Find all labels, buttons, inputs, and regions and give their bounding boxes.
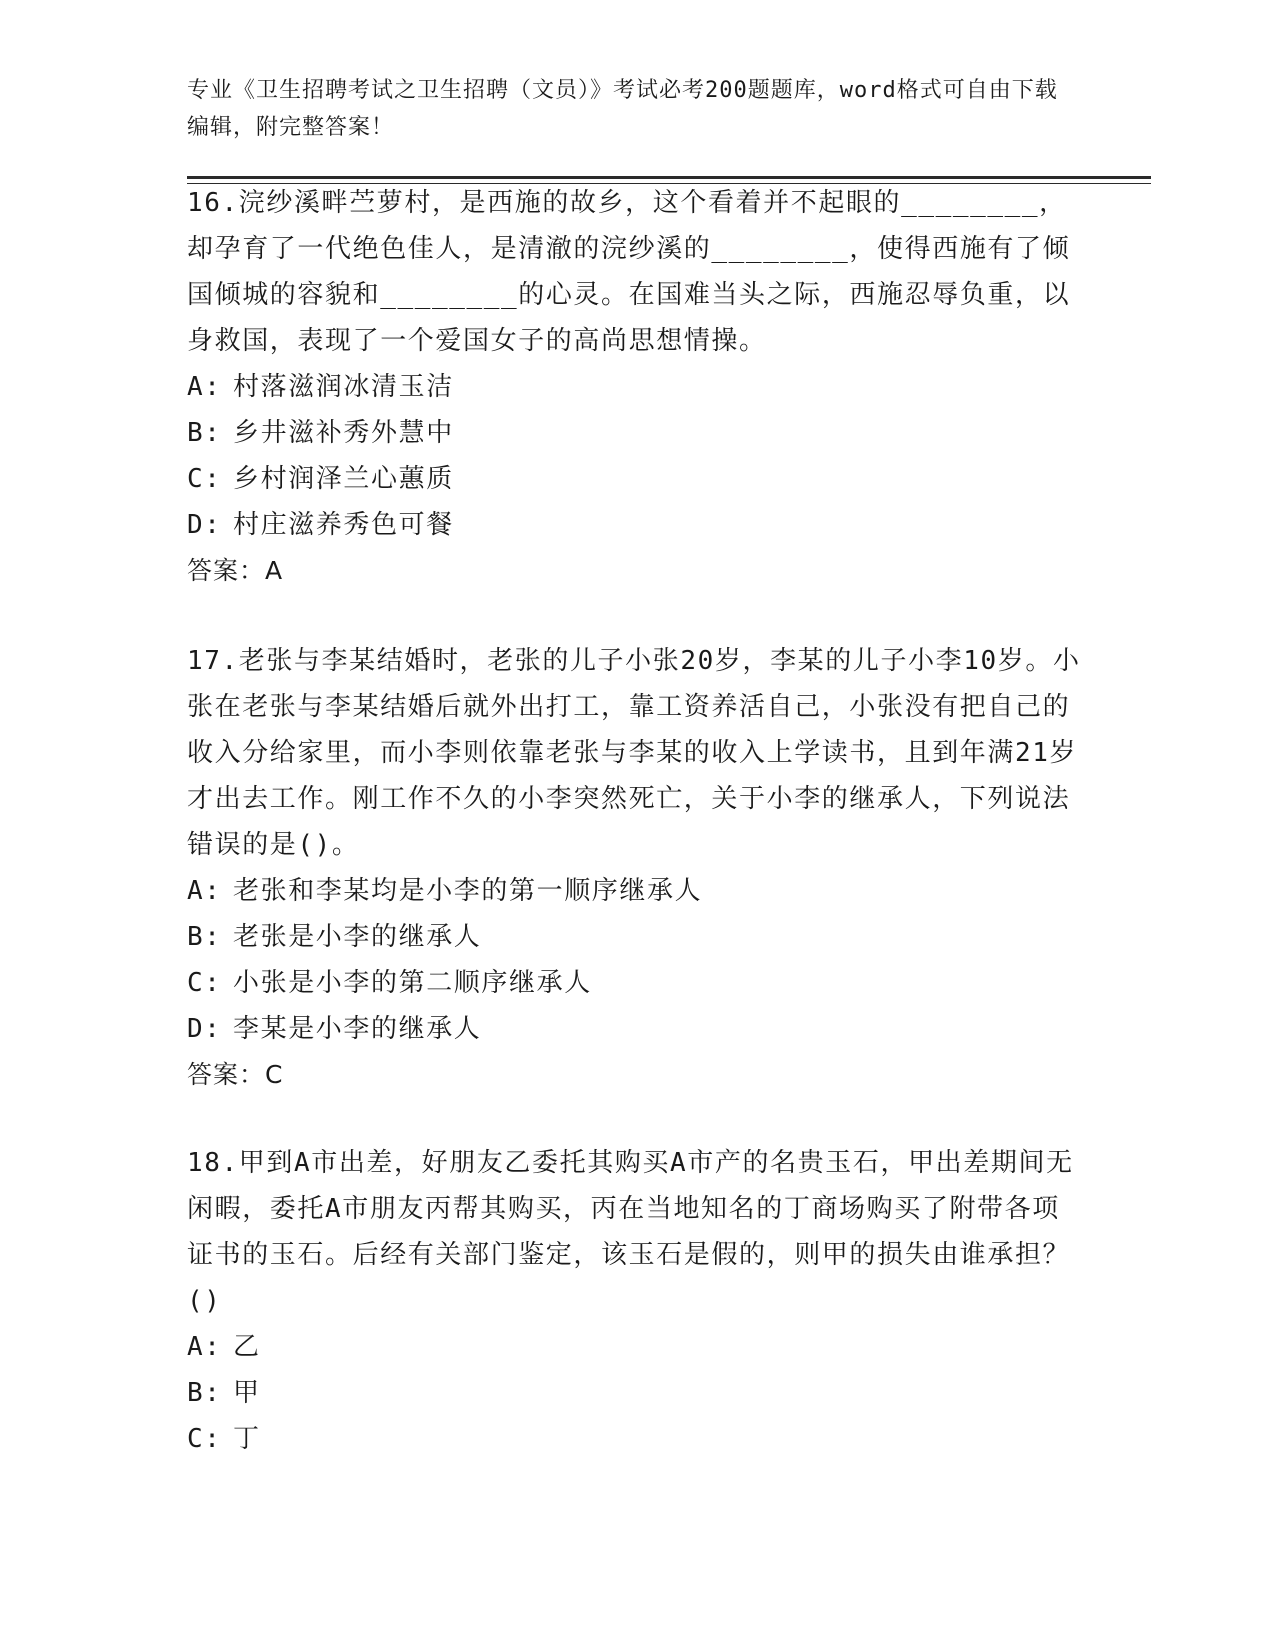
- answer-line: 答案：A: [187, 556, 284, 585]
- option-letter: B:: [187, 1378, 222, 1408]
- document-header: 专业《卫生招聘考试之卫生招聘（文员）》考试必考200题题库，word格式可自由下载编辑，附完整答案！: [187, 78, 1058, 140]
- question-stem: 18.甲到A市出差，好朋友乙委托其购买A市产的名贵玉石，甲出差期间无闲暇，委托A市朋友丙帮其购买，丙在当地知名的丁商场购买了附带各项证书的玉石。后经有关部门鉴定，该玉石是假的，则甲的损失由谁承担？(): [187, 1148, 1074, 1316]
- option-text: 小张是小李的第二顺序继承人: [233, 968, 592, 998]
- option-letter: C:: [187, 1424, 222, 1454]
- question-stem: 17.老张与李某结婚时，老张的儿子小张20岁，李某的儿子小李10岁。小张在老张与李某结婚后就外出打工，靠工资养活自己，小张没有把自己的收入分给家里，而小李则依靠老张与李某的收入上学读书，且到年满21岁才出去工作。刚工作不久的小李突然死亡，关于小李的继承人，下列说法错误的是()。: [187, 646, 1081, 860]
- option-d: [187, 1006, 1087, 1052]
- option-letter: D:: [187, 510, 222, 540]
- option-letter: A:: [187, 1332, 222, 1362]
- answer-line: 答案：C: [187, 1060, 284, 1089]
- question-17: [187, 638, 1087, 1098]
- option-letter: B:: [187, 922, 222, 952]
- option-a: [187, 868, 1087, 914]
- option-letter: B:: [187, 418, 222, 448]
- option-text: 村庄滋养秀色可餐: [233, 510, 454, 540]
- option-a: [187, 364, 1087, 410]
- option-letter: A:: [187, 372, 222, 402]
- option-text: 甲: [233, 1378, 261, 1408]
- option-text: 村落滋润冰清玉洁: [233, 372, 454, 402]
- option-letter: D:: [187, 1014, 222, 1044]
- question-stem: 16.浣纱溪畔苎萝村，是西施的故乡，这个看着并不起眼的________，却孕育了一代绝色佳人，是清澈的浣纱溪的________，使得西施有了倾国倾城的容貌和________的心灵。在国难当头之际，西施忍辱负重，以身救国，表现了一个爱国女子的高尚思想情操。: [187, 188, 1071, 356]
- option-letter: C:: [187, 968, 222, 998]
- option-text: 乙: [233, 1332, 261, 1362]
- option-letter: C:: [187, 464, 222, 494]
- option-list: [187, 1324, 1087, 1462]
- option-list: [187, 868, 1087, 1052]
- option-b: [187, 1370, 1087, 1416]
- option-text: 老张和李某均是小李的第一顺序继承人: [233, 876, 703, 906]
- question-16: [187, 180, 1087, 594]
- option-text: 乡井滋补秀外慧中: [233, 418, 454, 448]
- option-b: [187, 410, 1087, 456]
- option-d: [187, 502, 1087, 548]
- option-c: [187, 1416, 1087, 1462]
- option-list: [187, 364, 1087, 548]
- option-b: [187, 914, 1087, 960]
- option-c: [187, 456, 1087, 502]
- option-text: 老张是小李的继承人: [233, 922, 482, 952]
- option-c: [187, 960, 1087, 1006]
- option-text: 丁: [233, 1424, 261, 1454]
- header-divider-thick: [187, 176, 1151, 179]
- option-text: 李某是小李的继承人: [233, 1014, 482, 1044]
- option-a: [187, 1324, 1087, 1370]
- option-letter: A:: [187, 876, 222, 906]
- option-text: 乡村润泽兰心蕙质: [233, 464, 454, 494]
- question-18: [187, 1140, 1087, 1462]
